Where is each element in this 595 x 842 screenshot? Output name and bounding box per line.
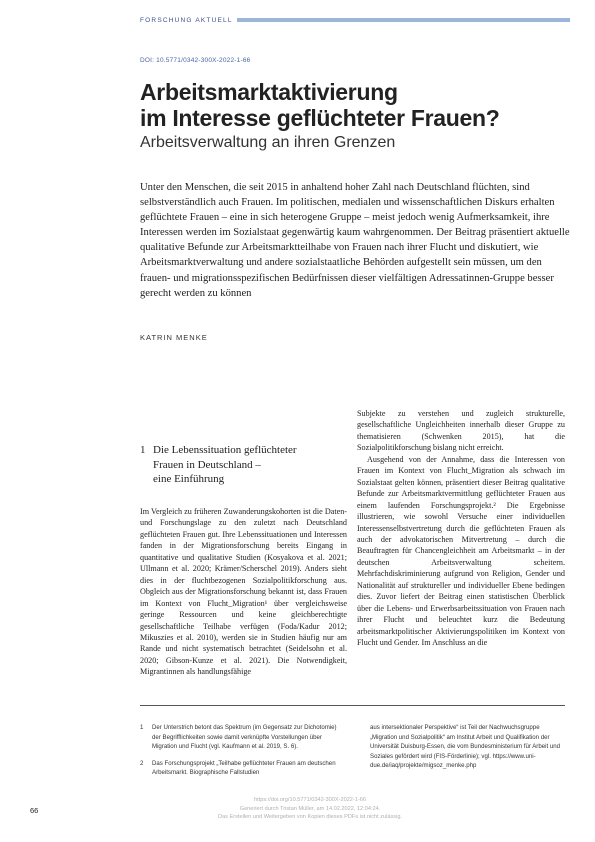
title-line-2: im Interesse geflüchteter Frauen? xyxy=(140,105,500,131)
section-header xyxy=(140,15,570,25)
body-paragraph: Subjekte zu verstehen und zugleich strukturelle, gesellschaftliche Ungleichheiten innerhalb dieser Gruppe zu thematisieren (Schwenken 2015), hat die Sozialpolitikforschung bislang nicht erreicht. xyxy=(357,409,565,453)
download-stamp xyxy=(160,796,460,822)
section-bar xyxy=(237,18,570,22)
footnote-text: Das Forschungsprojekt „Teilhabe geflüchteter Frauen am deutschen Arbeitsmarkt. Biographische Fallstudien xyxy=(152,759,336,777)
body-column-right xyxy=(357,408,565,649)
footnote-text: Der Unterstrich betont das Spektrum (im Gegensatz zur Dichotomie) der Begrifflichkeiten sowie damit verknüpfte Vorstellungen über Migration und Flucht (vgl. Kaufmann et al. 2019, S. 6). xyxy=(152,724,337,751)
title-line-1: Arbeitsmarktaktivierung xyxy=(140,79,398,105)
footnotes-right xyxy=(370,723,565,771)
body-paragraph: Ausgehend von der Annahme, dass die Interessen von Frauen im Kontext von Flucht_Migration als schwach im Sozialstaat gelten können, präsentiert dieser Beitrag qualitative Befunde zur Arbeitsmarktvermittlung geflüchteter Frauen aus einem laufenden Forschungsprojekt.² Die Ergebnisse illustrieren, wie sowohl Versuche einer individuellen Interessenselbstvertretung durch die geflüchteten Frauen als auch der advokatorischen Mitvertretung – durch die Beauftragten für Chancengleichheit am Arbeitsmarkt – in der deutschen Arbeitsverwaltung scheitern. Mehrfachdiskriminierung aufgrund von Religion, Gender und Nationalität auf struktureller und individueller Ebene bedingen dies. Zuvor liefert der Beitrag einen statistischen Überblick über die Lebens- und Erwerbsarbeitssituation von Frauen nach ihrer Flucht und beleuchtet kurz die Bedeutung arbeitsmarktpolitischer Aktivierungspolitiken im Kontext von Flucht und Gender. Im Anschluss an die xyxy=(357,454,565,648)
stamp-line-3: Das Erstellen und Weitergeben von Kopien dieses PDFs ist nicht zulässig. xyxy=(218,814,402,820)
abstract-text: Unter den Menschen, die seit 2015 in anhaltend hoher Zahl nach Deutschland flüchten, sind selbstverständlich auch Frauen. Im politischen, medialen und wissenschaftlichen Diskurs erhalten geflüchtete Frauen – eine in sich heterogene Gruppe – meist jedoch wenig Aufmerksamkeit, ihre Interessen werden im Sozialstaat gegenwärtig kaum wahrgenommen. Der Beitrag präsentiert aktuelle qualitative Befunde zur Arbeitsmarktteilhabe von Frauen nach ihrer Flucht und diskutiert, wie Arbeitsmarktverwaltung und andere sozialstaatliche Behörden aufgestellt sein müssen, um den frauen- und migrationsspezifischen Bedürfnissen dieser vielfältigen Adressatinnen-Gruppe besser gerecht werden zu können xyxy=(140,182,570,299)
section-label: FORSCHUNG AKTUELL xyxy=(140,16,233,24)
author: KATRIN MENKE xyxy=(140,333,208,342)
footnote-2-continued: aus intersektionaler Perspektive“ ist Teil der Nachwuchsgruppe „Migration und Sozialpolitik“ am Institut Arbeit und Qualifikation der Universität Duisburg-Essen, die vom Bundesministerium für Arbeit und Soziales gefördert wird (FIS-Förderlinie); vgl. https://www.uni-due.de/iaq/projekte/migsoz_menke.php xyxy=(370,724,561,770)
body-paragraph: Im Vergleich zu früheren Zuwanderungskohorten ist die Daten- und Forschungslage zu den zuletzt nach Deutschland geflüchteten Frauen gut. Ihre Lebenssituationen und Interessen fanden in der Migrationsforschung bereits Eingang in quantitative und qualitative Studien (Kosyakova et al. 2021; Ullmann et al. 2020; Krämer/Scherschel 2019). Anders sieht dies in der fluchtbezogenen Sozialpolitikforschung aus. Obgleich aus der Migrationsforschung bekannt ist, dass Frauen im Kontext von Flucht_Migration¹ über vergleichsweise geringe Ressourcen und keine gleichberechtigte gesellschaftliche Teilhabe verfügen (Foda/Kadur 2012; Mikuszies et al. 2010), werden sie in Studien häufig nur am Rande und nicht systematisch betrachtet (Seidelsohn et al. 2020; Gibson-Kunze et al. 2021). Die Notwendigkeit, Migrantinnen als handlungsfähige xyxy=(140,507,347,677)
footnote-2 xyxy=(140,759,345,778)
article-title xyxy=(140,79,580,131)
footnotes-left xyxy=(140,723,345,785)
stamp-line-1: https://doi.org/10.5771/0342-300X-2022-1-66 xyxy=(254,797,366,803)
heading-line-2: Frauen in Deutschland – xyxy=(153,458,261,471)
section-heading xyxy=(140,443,350,487)
heading-line-3: eine Einführung xyxy=(153,473,225,485)
body-column-left xyxy=(140,506,347,678)
doi-link[interactable]: DOI: 10.5771/0342-300X-2022-1-66 xyxy=(140,57,251,64)
article-subtitle: Arbeitsverwaltung an ihren Grenzen xyxy=(140,134,396,151)
heading-line-1: Die Lebenssituation geflüchteter xyxy=(153,444,297,456)
abstract xyxy=(140,180,572,301)
page-number: 66 xyxy=(30,806,39,815)
section-number: 1 xyxy=(140,444,146,456)
stamp-line-2: Generiert durch Tristan Müller, am 14.02.2022, 12:04:24. xyxy=(239,805,381,812)
footnote-1 xyxy=(140,723,345,752)
footnote-number: 2 xyxy=(140,759,144,767)
footnote-divider xyxy=(140,705,565,706)
footnote-number: 1 xyxy=(140,724,144,731)
